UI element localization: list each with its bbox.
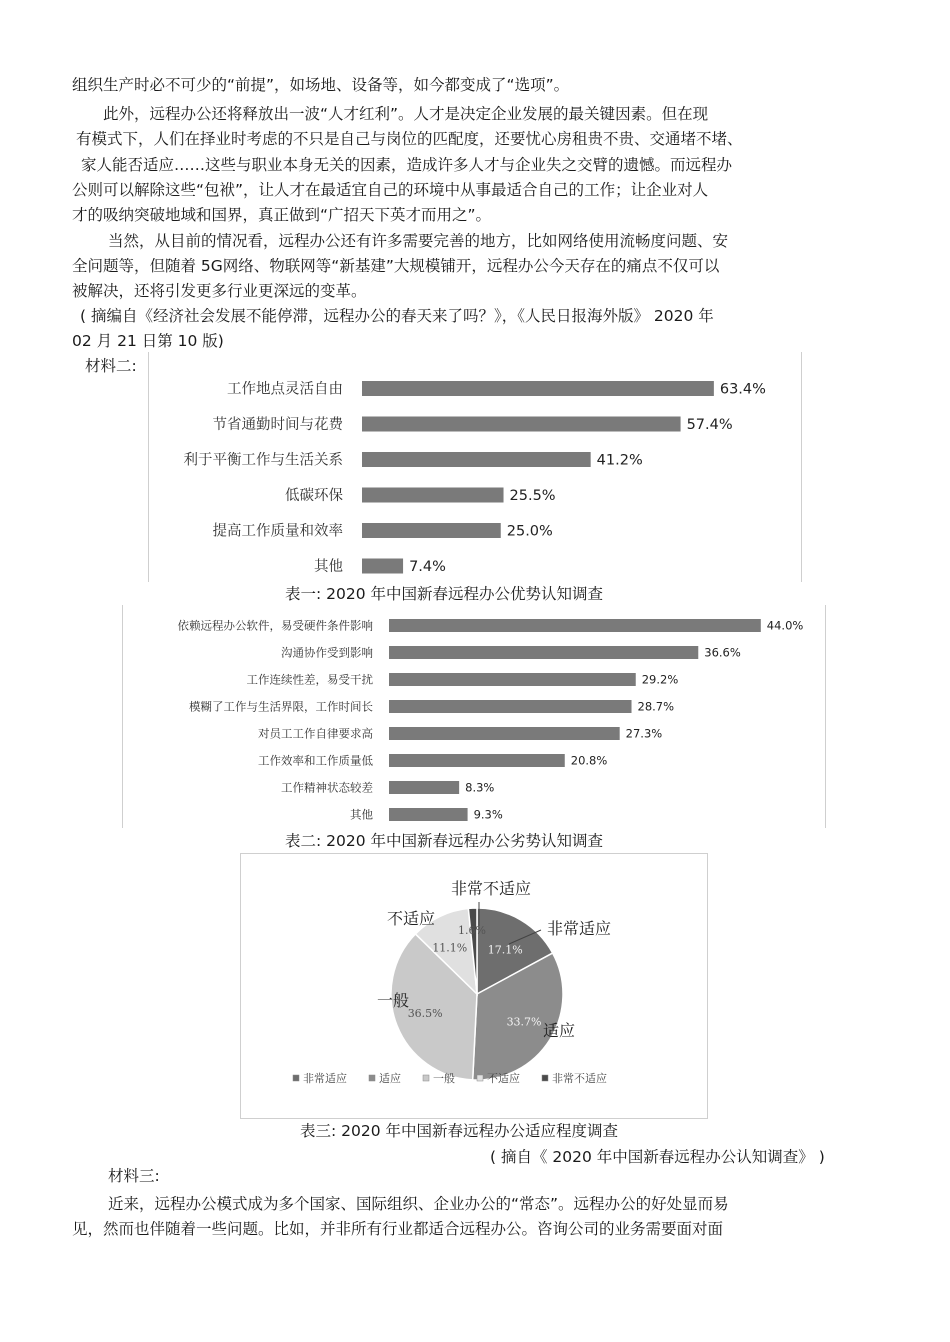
paragraph-line: 有模式下，人们在择业时考虑的不只是自己与岗位的匹配度，还要忧心房租贵不贵、交通堵不堵、	[76, 130, 743, 148]
chart-caption: 表一: 2020 年中国新春远程办公优势认知调查	[285, 585, 604, 603]
legend-label: 非常适应	[303, 1072, 347, 1085]
category-label: 提高工作质量和效率	[212, 523, 343, 540]
chart-caption: 表二: 2020 年中国新春远程办公劣势认知调查	[285, 832, 604, 850]
paragraph-line: 此外，远程办公还将释放出一波“人才红利”。人才是决定企业发展的最关键因素。但在现	[103, 105, 709, 123]
paragraph-line: 见，然而也伴随着一些问题。比如，并非所有行业都适合远程办公。咨询公司的业务需要面对面	[72, 1220, 724, 1238]
value-label: 36.6%	[704, 645, 741, 660]
bar	[389, 754, 565, 767]
legend-swatch	[293, 1075, 299, 1081]
slice-value-label: 17.1%	[487, 943, 523, 957]
category-label: 工作地点灵活自由	[227, 381, 343, 398]
legend-swatch	[542, 1075, 548, 1081]
category-label: 利于平衡工作与生活关系	[183, 452, 343, 469]
value-label: 27.3%	[625, 726, 663, 741]
material-heading: 材料二:	[85, 357, 137, 375]
paragraph-line: 才的吸纳突破地域和国界，真正做到“广招天下英才而用之”。	[72, 206, 492, 224]
value-label: 29.2%	[641, 672, 679, 687]
bar	[362, 559, 403, 574]
paragraph-line: 近来，远程办公模式成为多个国家、国际组织、企业办公的“常态”。远程办公的好处显而易	[108, 1195, 729, 1213]
value-label: 8.3%	[465, 780, 495, 795]
slice-value-label: 33.7%	[506, 1015, 542, 1029]
source-note: ( 摘自《 2020 年中国新春远程办公认知调查》 )	[490, 1148, 825, 1166]
bar	[362, 452, 591, 467]
advantage-chart-svg	[149, 352, 801, 582]
bar	[389, 808, 468, 821]
bar	[389, 700, 632, 713]
value-label: 9.3%	[473, 807, 503, 822]
value-label: 41.2%	[596, 452, 643, 469]
bar	[362, 417, 681, 432]
paragraph-line: 被解决，还将引发更多行业更深远的变革。	[72, 282, 367, 300]
paragraph-line: 组织生产时必不可少的“前提”，如场地、设备等，如今都变成了“选项”。	[72, 76, 570, 94]
slice-category-label: 不适应	[386, 909, 436, 928]
category-label: 对员工工作自律要求高	[258, 726, 373, 741]
category-label: 工作效率和工作质量低	[258, 753, 373, 768]
paragraph-line: 当然，从目前的情况看，远程办公还有许多需要完善的地方，比如网络使用流畅度问题、安	[108, 232, 729, 250]
value-label: 25.0%	[506, 523, 553, 540]
value-label: 57.4%	[686, 417, 733, 434]
bar	[362, 381, 714, 396]
legend-label: 不适应	[487, 1072, 520, 1085]
adaptation-chart-svg	[241, 854, 707, 1118]
slice-value-label: 1.6%	[458, 924, 486, 937]
citation-line: ( 摘编自《经济社会发展不能停滞，远程办公的春天来了吗？》，《人民日报海外版》 2020 年	[80, 307, 714, 325]
slice-category-label: 适应	[542, 1021, 576, 1040]
bar	[362, 488, 504, 503]
category-label: 工作连续性差，易受干扰	[246, 672, 373, 687]
category-label: 工作精神状态较差	[281, 780, 373, 795]
value-label: 7.4%	[409, 559, 446, 576]
category-label: 模糊了工作与生活界限，工作时间长	[189, 699, 373, 714]
category-label: 其他	[314, 559, 343, 576]
bar	[362, 523, 501, 538]
legend-label: 非常不适应	[552, 1072, 607, 1085]
citation-line: 02 月 21 日第 10 版)	[72, 332, 224, 350]
disadvantage-chart-svg	[123, 605, 825, 828]
slice-value-label: 36.5%	[407, 1006, 443, 1020]
material-heading: 材料三:	[108, 1167, 160, 1185]
bar	[389, 673, 636, 686]
slice-category-label: 一般	[376, 991, 410, 1010]
bar	[389, 619, 761, 632]
chart-caption: 表三: 2020 年中国新春远程办公适应程度调查	[300, 1122, 619, 1140]
slice-value-label: 11.1%	[432, 941, 468, 955]
value-label: 44.0%	[766, 618, 804, 633]
disadvantage-bar-chart	[122, 605, 826, 828]
bar	[389, 727, 620, 740]
value-label: 25.5%	[509, 488, 556, 505]
slice-category-label: 非常适应	[547, 919, 612, 938]
legend-label: 适应	[379, 1072, 401, 1085]
category-label: 其他	[350, 807, 373, 822]
bar	[389, 646, 698, 659]
legend-label: 一般	[433, 1072, 455, 1085]
legend-swatch	[369, 1075, 375, 1081]
slice-category-label: 非常不适应	[450, 879, 532, 898]
category-label: 依赖远程办公软件，易受硬件条件影响	[177, 618, 373, 633]
legend-swatch	[423, 1075, 429, 1081]
adaptation-pie-chart	[240, 853, 708, 1119]
paragraph-line: 家人能否适应……这些与职业本身无关的因素，造成许多人才与企业失之交臂的遗憾。而远程办	[81, 156, 733, 174]
advantage-bar-chart	[148, 352, 802, 582]
legend-swatch	[477, 1075, 483, 1081]
value-label: 63.4%	[719, 381, 766, 398]
value-label: 20.8%	[570, 753, 608, 768]
paragraph-line: 公则可以解除这些“包袱”，让人才在最适宜自己的环境中从事最适合自己的工作；让企业对人	[72, 181, 709, 199]
category-label: 低碳环保	[285, 488, 343, 505]
paragraph-line: 全问题等，但随着 5G网络、物联网等“新基建”大规模铺开，远程办公今天存在的痛点不仅可以	[72, 257, 720, 275]
value-label: 28.7%	[637, 699, 675, 714]
category-label: 沟通协作受到影响	[281, 645, 373, 660]
category-label: 节省通勤时间与花费	[212, 417, 343, 434]
bar	[389, 781, 459, 794]
